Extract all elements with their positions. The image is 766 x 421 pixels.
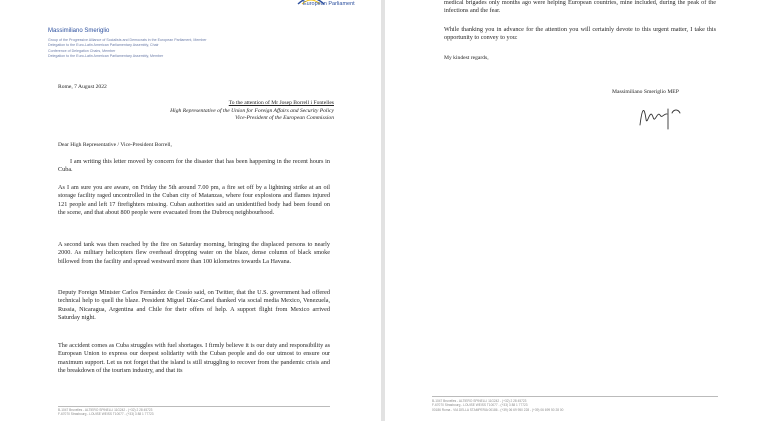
letter-date: Rome, 7 August 2022: [58, 84, 107, 90]
body-paragraph: A second tank was then reached by the fire on Saturday morning, bringing the displaced persons to nearly 2000. As military helicopters flew overhead dropping water on the blaze, dense column of black smoke billowed from the facility and spread westward more than 100 kilometres towards La Havana.: [58, 241, 330, 265]
recipient-title: High Representative of the Union for Foreign Affairs and Security Policy: [170, 107, 334, 114]
footer-divider: [432, 396, 718, 397]
signature-name: Massimiliano Smeriglio MEP: [612, 89, 679, 95]
footer-line: F-67070 Strasbourg - LOUISE WEISS T10077 - (+33) 3 88 1 77723: [432, 403, 528, 408]
recipient-block: [74, 100, 334, 123]
footer-divider: [58, 406, 330, 407]
logo-text: European Parliament: [303, 1, 355, 7]
signature-icon: [634, 99, 694, 133]
sender-role: Group of the Progressive Alliance of Socialists and Democrats in the European Parliament, Member: [48, 38, 207, 42]
salutation: Dear High Representative / Vice-President Borrell,: [58, 142, 172, 148]
page-footer: [432, 399, 563, 412]
recipient-attention: To the attention of Mr Josep Borrell i Fontelles: [228, 100, 334, 106]
footer-line: B-1047 Bruxelles - ALTIERO SPINELLI 11G242 - (+32) 2 28 45723: [432, 399, 527, 403]
letter-page-1: [0, 0, 380, 421]
body-paragraph: As I am sure you are aware, on Friday the 5th around 7.00 pm, a fire set off by a lightning strike at an oil storage facility raged uncontrolled in the Cuban city of Matanzas, where four explosions and flames injured 121 people and left 17 firefighters missing. Cuban authorities said an unidentified body had been found on the scene, and that about 800 people were evacuated from the Dubrocq neighbourhood.: [58, 184, 330, 217]
page-divider: [381, 0, 385, 421]
closing: My kindest regards,: [444, 55, 489, 61]
body-paragraph: The accident comes as Cuba struggles with fuel shortages. I firmly believe it is our duty and responsibility as European Union to express our deepest solidarity with the Cuban people and do our utmost to ensure our maximum support. Let us not forget that the island is still struggling to recover from the pandemic crisis and the breakdown of the tourism industry, and that its: [58, 342, 330, 375]
footer-line: F-67070 Strasbourg - LOUISE WEISS T10077 - (+33) 3 88 1 77723: [58, 412, 154, 417]
sender-role: Delegation to the Euro-Latin American Parliamentary Assembly, Chair: [48, 43, 159, 48]
sender-role: Delegation to the Euro-Latin American Parliamentary Assembly, Member: [48, 54, 164, 59]
body-paragraph: I am writing this letter moved by concern for the disaster that has been happening in the recent hours in Cuba.: [58, 158, 330, 174]
letter-page-2: [386, 0, 766, 421]
page-footer: [58, 408, 154, 417]
footer-line: B-1047 Bruxelles - ALTIERO SPINELLI 11G242 - (+32) 2 28 45723: [58, 408, 153, 412]
recipient-title-2: Vice-President of the European Commission: [235, 115, 334, 122]
sender-roles: [48, 38, 207, 60]
body-paragraph: medical brigades only months ago were helping European countries, mine included, during the peak of the infections and the fear.: [444, 0, 716, 15]
sender-role: Conference of Delegation Chairs, Member: [48, 48, 116, 53]
body-paragraph: Deputy Foreign Minister Carlos Fernández de Cossío said, on Twitter, that the U.S. government had offered technical help to quell the blaze. President Miguel Díaz-Canel thanked via social media Mexico, Venezuela, Russia, Nicaragua, Argentina and Chile for their offers of help. A support flight from Mexico arrived Saturday night.: [58, 289, 330, 322]
sender-name: Massimiliano Smeriglio: [48, 28, 110, 34]
footer-line: 00186 Roma - VIA DELLA STAMPERIA 00186 - (+39) 06 69 950 228 - (+39) 06 699 50 28 00: [432, 407, 564, 412]
body-paragraph: While thanking you in advance for the attention you will certainly devote to this urgent matter, I take this opportunity to convey to you:: [444, 26, 716, 42]
handwritten-signature: [634, 99, 694, 138]
